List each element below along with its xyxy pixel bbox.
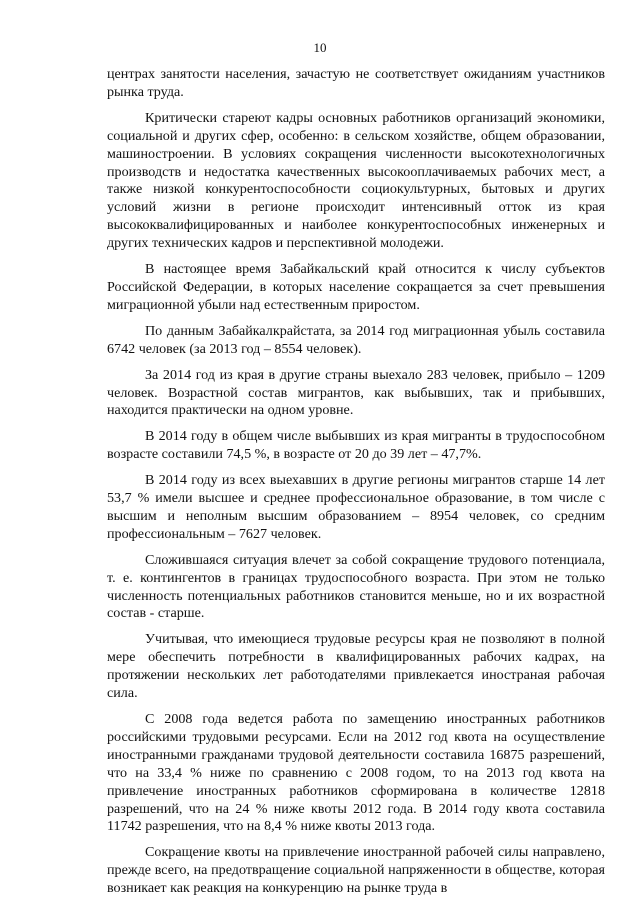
- paragraph-labor-potential: Сложившаяся ситуация влечет за собой сокращение трудового потенциала, т. е. контингентов в границах трудоспособного возраста. При этом не только численность потенциальных работников становится меньше, но и их возрастной состав - старше.: [107, 551, 605, 622]
- paragraph-foreign-labor: Учитывая, что имеющиеся трудовые ресурсы края не позволяют в полной мере обеспечить потребности в квалифицированных рабочих кадрах, на протяжении нескольких лет работодателями привлекается иностраная рабочая сила.: [107, 631, 605, 702]
- paragraph-quota-history: С 2008 года ведется работа по замещению иностранных работников российскими трудовыми ресурсами. Если на 2012 год квота на осуществление иностранными гражданами трудовой деятельности составила 16875 разрешений, что на 33,4 % ниже по сравнению с 2008 годом, то на 2013 год квота на привлечение иностранных работников сформирована в количестве 12818 разрешений, что на 24 % ниже квоты 2012 года. В 2014 году квота составила 11742 разрешения, что на 8,4 % ниже квоты 2013 года.: [107, 711, 605, 835]
- body-text: [107, 66, 605, 898]
- paragraph-international-migration: За 2014 год из края в другие страны выехало 283 человек, прибыло – 1209 человек. Возрастной состав мигрантов, как выбывших, так и прибывших, находится практически на одном уровне.: [107, 366, 605, 419]
- paragraph-working-age-share: В 2014 году в общем числе выбывших из края мигранты в трудоспособном возрасте составили 74,5 %, в возрасте от 20 до 39 лет – 47,7%.: [107, 428, 605, 463]
- paragraph-migration-loss: По данным Забайкалкрайстата, за 2014 год миграционная убыль составила 6742 человек (за 2013 год – 8554 человек).: [107, 322, 605, 357]
- paragraph-quota-reduction: Сокращение квоты на привлечение иностранной рабочей силы направлено, прежде всего, на предотвращение социальной напряженности в обществе, которая возникает как реакция на конкуренцию на рынке труда в: [107, 844, 605, 897]
- paragraph-education-level: В 2014 году из всех выехавших в другие регионы мигрантов старше 14 лет 53,7 % имели высшее и среднее профессиональное образование, в том числе с высшим и неполным высшим образованием – 8954 человек, со средним профессиональным – 7627 человек.: [107, 472, 605, 542]
- paragraph-population-decline: В настоящее время Забайкальский край относится к числу субъектов Российской Федерации, в которых население сокращается за счет превышения миграционной убыли над естественным приростом.: [107, 261, 605, 313]
- paragraph-staff-aging: Критически стареют кадры основных работников организаций экономики, социальной и других сфер, особенно: в сельском хозяйстве, общем образовании, машиностроении. В условиях сокращения численности высокотехнологичных производств и недостатка качественных высокооплачиваемых рабочих мест, а также низкой конкурентоспособности социокультурных, бытовых и других условий жизни в регионе происходит интенсивный отток из края высококвалифицированных и наиболее конкурентоспособных инженерных и других технических кадров и перспективной молодежи.: [107, 109, 605, 252]
- paragraph-continued: центрах занятости населения, зачастую не соответствует ожиданиям участников рынка труда.: [107, 66, 605, 100]
- page-number: 10: [313, 40, 327, 55]
